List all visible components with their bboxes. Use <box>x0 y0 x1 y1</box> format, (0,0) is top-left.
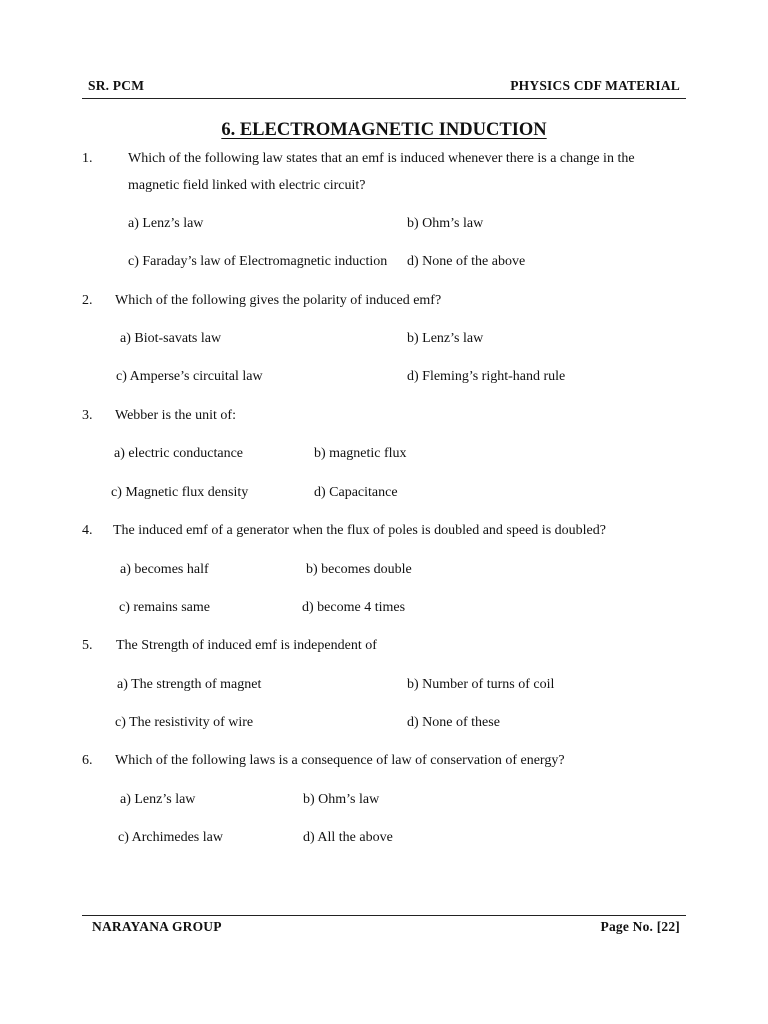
header-left: SR. PCM <box>88 78 145 93</box>
page-number: Page No. [22] <box>600 919 680 934</box>
question-number: 5. <box>82 638 93 653</box>
option-b: b) magnetic flux <box>314 446 407 461</box>
question-number: 1. <box>82 151 93 166</box>
option-c: c) remains same <box>119 600 210 615</box>
option-d: d) become 4 times <box>302 600 406 615</box>
option-b: b) Ohm’s law <box>407 216 484 231</box>
footer-left: NARAYANA GROUP <box>92 919 222 934</box>
page-title <box>0 120 768 141</box>
option-d: d) None of the above <box>407 254 526 269</box>
option-d: d) None of these <box>407 715 500 730</box>
question-text: Webber is the unit of: <box>115 408 236 423</box>
chapter-title: 6. ELECTROMAGNETIC INDUCTION <box>221 120 547 140</box>
option-c: c) The resistivity of wire <box>115 715 254 730</box>
option-b: b) Number of turns of coil <box>407 677 555 692</box>
question-number: 6. <box>82 753 93 768</box>
option-a: a) becomes half <box>120 562 209 577</box>
header-right: PHYSICS CDF MATERIAL <box>510 78 680 93</box>
question-text-continued: magnetic field linked with electric circuit? <box>128 178 366 193</box>
option-d: d) Capacitance <box>314 485 398 500</box>
question-text: Which of the following law states that an emf is induced whenever there is a change in the <box>128 151 635 166</box>
question-text: Which of the following gives the polarity of induced emf? <box>115 293 442 308</box>
option-c: c) Amperse’s circuital law <box>116 369 263 384</box>
question-text: Which of the following laws is a consequence of law of conservation of energy? <box>115 753 565 768</box>
option-b: b) becomes double <box>306 562 412 577</box>
option-a: a) Lenz’s law <box>128 216 204 231</box>
option-b: b) Ohm’s law <box>303 792 380 807</box>
page-header <box>82 78 686 99</box>
question-number: 2. <box>82 293 93 308</box>
page-footer <box>82 915 686 935</box>
option-a: a) electric conductance <box>114 446 244 461</box>
question-number: 3. <box>82 408 93 423</box>
option-c: c) Archimedes law <box>118 830 223 845</box>
question-number: 4. <box>82 523 93 538</box>
option-c: c) Magnetic flux density <box>111 485 249 500</box>
option-d: d) Fleming’s right-hand rule <box>407 369 566 384</box>
option-c: c) Faraday’s law of Electromagnetic induction <box>128 254 388 269</box>
question-text: The induced emf of a generator when the flux of poles is doubled and speed is doubled? <box>113 523 606 538</box>
option-b: b) Lenz’s law <box>407 331 484 346</box>
option-a: a) The strength of magnet <box>117 677 262 692</box>
option-a: a) Lenz’s law <box>120 792 196 807</box>
option-d: d) All the above <box>303 830 393 845</box>
option-a: a) Biot-savats law <box>120 331 222 346</box>
question-text: The Strength of induced emf is independent of <box>116 638 377 653</box>
